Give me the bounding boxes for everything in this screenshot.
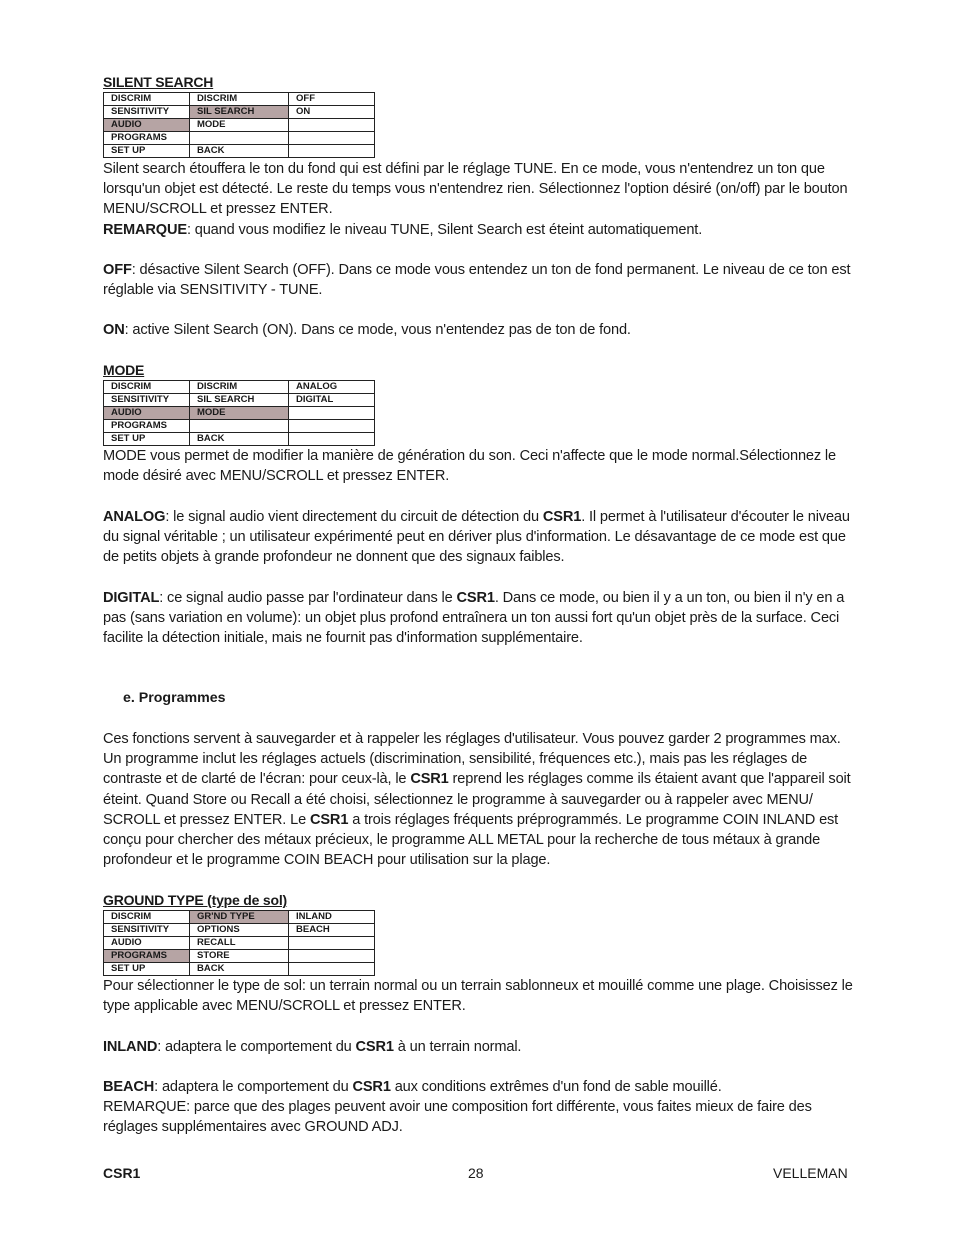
body-text: MODE vous permet de modifier la manière de génération du son. Ceci n'affecte que le mode normal.Sélectionnez le mode désiré avec MENU/SCROLL et pressez ENTER. — [103, 448, 836, 485]
table-cell — [289, 937, 375, 950]
table-cell-selected: GR'ND TYPE — [190, 911, 289, 924]
table-cell: PROGRAMS — [104, 132, 190, 145]
table-cell: SENSITIVITY — [104, 924, 190, 937]
table-row — [104, 950, 375, 963]
table-cell: STORE — [190, 950, 289, 963]
on-label: ON — [103, 322, 125, 338]
product-name: CSR1 — [542, 509, 582, 525]
ground-type-description — [103, 976, 855, 1016]
table-cell — [190, 420, 289, 433]
table-row — [104, 394, 375, 407]
digital-description — [103, 588, 855, 649]
body-text: : quand vous modifiez le niveau TUNE, Silent Search est éteint automatiquement. — [186, 221, 703, 238]
product-name: CSR1 — [309, 811, 349, 828]
table-row — [104, 924, 375, 937]
table-cell: AUDIO — [104, 937, 190, 950]
product-name: CSR1 — [456, 590, 495, 606]
silent-search-description — [103, 159, 855, 240]
table-cell — [289, 145, 375, 158]
table-cell-selected: AUDIO — [104, 407, 190, 420]
table-row — [104, 407, 375, 420]
page-number: 28 — [468, 1165, 484, 1181]
table-cell: OPTIONS — [190, 924, 289, 937]
body-text: reprend les réglages comme ils étaient avant que l'appareil soit éteint. Quand Store ou Recall a été choisi, sélectionnez le programme à sauvegarder ou à rappeler avec MENU/ SCROLL et pressez ENTER. Le — [103, 771, 851, 828]
table-cell: INLAND — [289, 911, 375, 924]
table-cell: DISCRIM — [104, 93, 190, 106]
product-name: CSR1 — [355, 1039, 394, 1055]
table-cell — [289, 420, 375, 433]
digital-label: DIGITAL — [103, 590, 160, 606]
table-cell: SENSITIVITY — [104, 106, 190, 119]
beach-label: BEACH — [103, 1079, 155, 1095]
footer-product: CSR1 — [103, 1165, 141, 1181]
body-text: : adaptera le comportement du — [154, 1079, 353, 1095]
table-cell: BACK — [190, 963, 289, 976]
table-cell: OFF — [289, 93, 375, 106]
table-cell: BEACH — [289, 924, 375, 937]
table-cell: DISCRIM — [104, 381, 190, 394]
product-name: CSR1 — [352, 1079, 391, 1095]
body-text: : désactive Silent Search (OFF). Dans ce mode vous entendez un ton de fond permanent. Le niveau de ce ton est réglable via SENSITIVITY - TUNE. — [103, 262, 851, 299]
table-cell: BACK — [190, 433, 289, 446]
silent-search-menu-table — [103, 92, 375, 158]
table-row — [104, 381, 375, 394]
inland-description — [103, 1037, 855, 1057]
table-cell: SIL SEARCH — [190, 394, 289, 407]
off-label: OFF — [103, 262, 132, 278]
table-row — [104, 106, 375, 119]
body-text: . Il permet à l'utilisateur d'écouter le niveau du signal véritable ; un utilisateur expérimenté peut en dériver plus d'information. Le désavantage de ce mode est que de petits objets à grande profondeur ne donnent que des signaux faibles. — [103, 509, 850, 566]
table-cell-selected: SIL SEARCH — [190, 106, 289, 119]
table-row — [104, 911, 375, 924]
table-cell: SET UP — [104, 433, 190, 446]
mode-heading: MODE — [103, 362, 145, 378]
body-text: Ces fonctions servent à sauvegarder et à rappeler les réglages d'utilisateur. Vous pouvez garder 2 programmes max. Un programme inclut les réglages actuels (discrimination, sensibilité, fréquences etc.), mais pas les réglages de contraste et de clarté de l'écran: pour ceux-là, le — [103, 731, 841, 788]
table-cell: DIGITAL — [289, 394, 375, 407]
body-text: : le signal audio vient directement du circuit de détection du — [165, 509, 543, 525]
table-cell: MODE — [190, 119, 289, 132]
table-cell — [190, 132, 289, 145]
table-cell-selected: PROGRAMS — [104, 950, 190, 963]
table-row — [104, 93, 375, 106]
table-row — [104, 119, 375, 132]
beach-description — [103, 1077, 855, 1138]
mode-description — [103, 446, 855, 486]
programmes-description — [103, 729, 855, 870]
table-row — [104, 963, 375, 976]
off-option-description — [103, 260, 855, 300]
body-text: a trois réglages fréquents préprogrammés. Le programme COIN INLAND est conçu pour chercher des métaux précieux, le programme ALL METAL pour la recherche de tous métaux à grande profondeur et le programme COIN BEACH pour utilisation sur la plage. — [103, 811, 839, 869]
table-cell — [289, 963, 375, 976]
analog-description — [103, 507, 855, 568]
analog-label: ANALOG — [103, 509, 166, 525]
table-cell — [289, 119, 375, 132]
table-cell-selected: MODE — [190, 407, 289, 420]
table-cell: ANALOG — [289, 381, 375, 394]
table-cell: DISCRIM — [190, 93, 289, 106]
table-cell: BACK — [190, 145, 289, 158]
ground-type-heading: GROUND TYPE (type de sol) — [103, 892, 288, 908]
table-cell: PROGRAMS — [104, 420, 190, 433]
table-row — [104, 937, 375, 950]
table-cell: SET UP — [104, 145, 190, 158]
on-option-description — [103, 320, 855, 340]
table-cell: DISCRIM — [104, 911, 190, 924]
table-cell: SET UP — [104, 963, 190, 976]
body-text: : adaptera le comportement du — [157, 1039, 356, 1055]
ground-type-menu-table — [103, 910, 375, 976]
table-cell: DISCRIM — [190, 381, 289, 394]
body-text: REMARQUE: parce que des plages peuvent avoir une composition fort différente, vous faites mieux de faire des réglages supplémentaires avec GROUND ADJ. — [103, 1099, 812, 1136]
table-cell: ON — [289, 106, 375, 119]
table-row — [104, 145, 375, 158]
footer-brand: VELLEMAN — [773, 1165, 848, 1181]
table-row — [104, 433, 375, 446]
body-text: : active Silent Search (ON). Dans ce mode, vous n'entendez pas de ton de fond. — [124, 322, 631, 338]
table-cell-selected: AUDIO — [104, 119, 190, 132]
table-cell — [289, 433, 375, 446]
body-text: : ce signal audio passe par l'ordinateur dans le — [159, 590, 457, 606]
body-text: aux conditions extrêmes d'un fond de sable mouillé. — [390, 1079, 722, 1095]
table-row — [104, 420, 375, 433]
silent-search-heading: SILENT SEARCH — [103, 74, 214, 90]
table-row — [104, 132, 375, 145]
table-cell: SENSITIVITY — [104, 394, 190, 407]
table-cell: RECALL — [190, 937, 289, 950]
body-text: Silent search étouffera le ton du fond qui est défini par le réglage TUNE. En ce mode, vous n'entendrez un ton que lorsqu'un objet est détecté. Le reste du temps vous n'entendrez rien. Sélectionnez l'option désiré (on/off) par le bouton MENU/SCROLL et pressez ENTER. — [103, 161, 848, 218]
body-text: Pour sélectionner le type de sol: un terrain normal ou un terrain sablonneux et mouillé comme une plage. Choisissez le type applicable avec MENU/SCROLL et pressez ENTER. — [103, 978, 853, 1015]
table-cell — [289, 407, 375, 420]
product-name: CSR1 — [410, 771, 449, 788]
mode-menu-table — [103, 380, 375, 446]
body-text: . Dans ce mode, ou bien il y a un ton, ou bien il n'y en a pas (sans variation en volume): un objet plus profond entraînera un ton aussi fort qu'un objet près de la surface. Ceci facilite la détection initiale, mais ne fournit pas d'information supplémentaire. — [103, 590, 845, 647]
table-cell — [289, 950, 375, 963]
table-cell — [289, 132, 375, 145]
body-text: à un terrain normal. — [393, 1039, 522, 1055]
remark-label: REMARQUE — [103, 221, 187, 238]
inland-label: INLAND — [103, 1039, 158, 1055]
programmes-subheading: e. Programmes — [123, 690, 226, 706]
